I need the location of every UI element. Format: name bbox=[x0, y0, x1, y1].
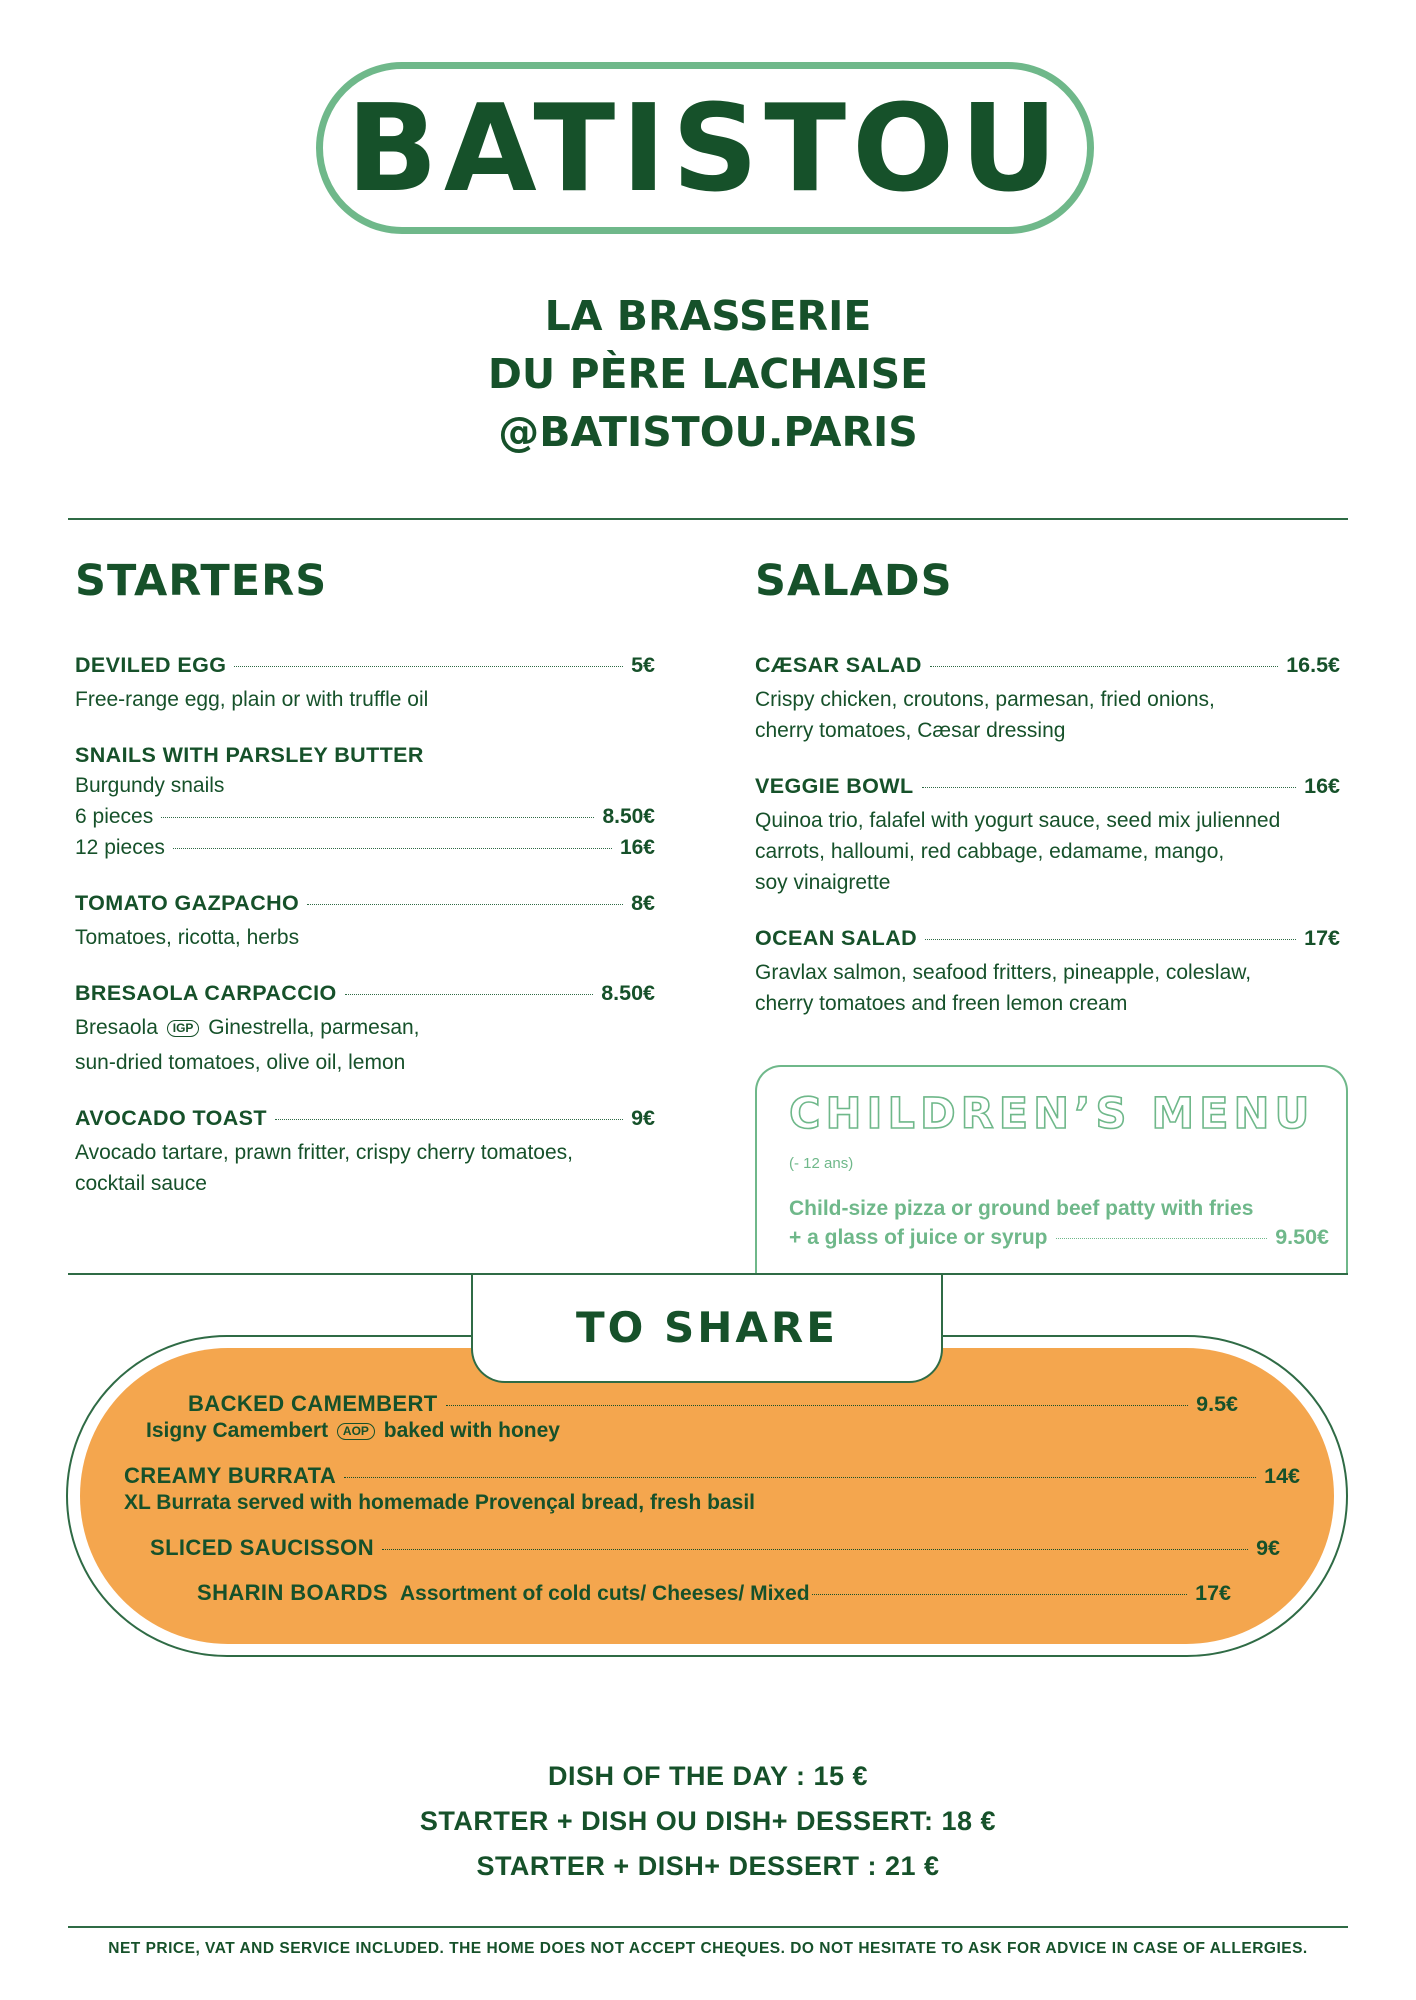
dot-leader bbox=[925, 939, 1296, 940]
item-desc bbox=[75, 1012, 655, 1043]
childrens-menu-price: 9.50€ bbox=[1275, 1225, 1329, 1249]
igp-badge: IGP bbox=[167, 1020, 200, 1037]
item-desc: Tomatoes, ricotta, herbs bbox=[75, 926, 300, 949]
dot-leader bbox=[930, 666, 1278, 667]
option-label: 12 pieces bbox=[75, 836, 165, 859]
salads-title: SALADS bbox=[755, 556, 953, 606]
dot-leader bbox=[275, 1119, 623, 1120]
item-desc: soy vinaigrette bbox=[755, 871, 891, 894]
dot-leader bbox=[382, 1549, 1248, 1550]
formula-line: DISH OF THE DAY : 15 € bbox=[547, 1761, 869, 1791]
tagline bbox=[0, 287, 1416, 461]
desc-text: Ginestrella, parmesan, bbox=[208, 1016, 420, 1039]
divider bbox=[68, 518, 1348, 520]
item-price: 8.50€ bbox=[601, 981, 655, 1005]
item-desc: cherry tomatoes, Cæsar dressing bbox=[755, 719, 1066, 742]
menu-item bbox=[755, 774, 1340, 898]
salads-section bbox=[755, 556, 1340, 1041]
item-desc: Free-range egg, plain or with truffle oil bbox=[75, 688, 429, 711]
starters-title: STARTERS bbox=[75, 556, 328, 606]
item-name: CÆSAR SALAD bbox=[755, 653, 922, 677]
dot-leader bbox=[446, 1405, 1189, 1406]
item-desc: Avocado tartare, prawn fritter, crispy cherry tomatoes, bbox=[75, 1141, 573, 1164]
item-name: BACKED CAMEMBERT bbox=[188, 1391, 438, 1416]
dot-leader bbox=[161, 817, 594, 818]
desc-text: Isigny Camembert bbox=[146, 1419, 329, 1442]
childrens-menu-age: (- 12 ans) bbox=[789, 1155, 854, 1172]
item-price: 14€ bbox=[1264, 1464, 1300, 1488]
dot-leader bbox=[307, 904, 623, 905]
share-title: TO SHARE bbox=[576, 1303, 838, 1352]
item-desc: cocktail sauce bbox=[75, 1172, 207, 1195]
item-name: VEGGIE BOWL bbox=[755, 774, 914, 798]
item-price: 9.5€ bbox=[1196, 1392, 1238, 1416]
item-price: 16€ bbox=[1304, 774, 1340, 798]
set-menu-formulas bbox=[0, 1754, 1416, 1889]
item-desc: Gravlax salmon, seafood fritters, pineapple, coleslaw, bbox=[755, 961, 1252, 984]
dot-leader bbox=[1056, 1238, 1268, 1239]
item-desc: Quinoa trio, falafel with yogurt sauce, seed mix julienned bbox=[755, 809, 1281, 832]
option-label: 6 pieces bbox=[75, 805, 154, 828]
dot-leader bbox=[345, 994, 594, 995]
childrens-menu-line: Child-size pizza or ground beef patty with fries bbox=[789, 1197, 1254, 1220]
item-price: 17€ bbox=[1195, 1581, 1231, 1605]
item-name: BRESAOLA CARPACCIO bbox=[75, 981, 337, 1005]
share-item bbox=[124, 1463, 1300, 1489]
menu-item bbox=[755, 926, 1340, 1019]
item-price: 5€ bbox=[631, 653, 655, 677]
item-price: 8€ bbox=[631, 891, 655, 915]
item-name: TOMATO GAZPACHO bbox=[75, 891, 300, 915]
item-price: 16.5€ bbox=[1286, 653, 1340, 677]
item-name: OCEAN SALAD bbox=[755, 926, 918, 950]
formula-line: STARTER + DISH OU DISH+ DESSERT: 18 € bbox=[419, 1806, 997, 1836]
item-name: DEVILED EGG bbox=[75, 653, 227, 677]
item-price: 9€ bbox=[631, 1106, 655, 1130]
tagline-line: DU PÈRE LACHAISE bbox=[487, 350, 929, 398]
share-item bbox=[197, 1580, 1231, 1607]
tagline-line: LA BRASSERIE bbox=[544, 292, 872, 340]
dot-leader bbox=[173, 848, 612, 849]
tagline-line: @BATISTOU.PARIS bbox=[498, 408, 918, 456]
childrens-menu-box bbox=[755, 1065, 1348, 1275]
dot-leader bbox=[812, 1594, 1188, 1595]
menu-item bbox=[75, 653, 655, 715]
childrens-menu-desc bbox=[789, 1194, 1329, 1252]
item-name: SLICED SAUCISSON bbox=[150, 1535, 374, 1560]
item-desc: Burgundy snails bbox=[75, 774, 225, 797]
share-item bbox=[188, 1391, 1238, 1417]
menu-item bbox=[75, 743, 655, 863]
desc-text: Bresaola bbox=[75, 1016, 158, 1039]
menu-item bbox=[75, 981, 655, 1078]
item-price: 17€ bbox=[1304, 926, 1340, 950]
divider bbox=[68, 1926, 1348, 1928]
dot-leader bbox=[234, 666, 623, 667]
share-item bbox=[150, 1535, 1280, 1561]
item-desc: sun-dried tomatoes, olive oil, lemon bbox=[75, 1051, 406, 1074]
childrens-menu-title: CHILDREN’S MENU bbox=[789, 1089, 1315, 1139]
item-desc: cherry tomatoes and freen lemon cream bbox=[755, 992, 1128, 1015]
desc-text: baked with honey bbox=[383, 1419, 560, 1442]
option-price: 16€ bbox=[619, 836, 655, 859]
item-desc: carrots, halloumi, red cabbage, edamame, mango, bbox=[755, 840, 1225, 863]
menu-item bbox=[755, 653, 1340, 746]
option-price: 8.50€ bbox=[602, 805, 655, 828]
starters-section bbox=[75, 556, 655, 1221]
aop-badge: AOP bbox=[337, 1423, 375, 1440]
share-item-desc bbox=[146, 1418, 946, 1444]
share-item-desc: XL Burrata served with homemade Provençal bread, fresh basil bbox=[124, 1491, 756, 1514]
item-price: 9€ bbox=[1256, 1536, 1280, 1560]
formula-line: STARTER + DISH+ DESSERT : 21 € bbox=[476, 1851, 940, 1881]
childrens-menu-line: + a glass of juice or syrup bbox=[789, 1226, 1048, 1249]
dot-leader bbox=[922, 787, 1297, 788]
dot-leader bbox=[344, 1477, 1256, 1478]
item-name: AVOCADO TOAST bbox=[75, 1106, 267, 1130]
menu-item bbox=[75, 1106, 655, 1199]
item-name: CREAMY BURRATA bbox=[124, 1463, 337, 1488]
item-option bbox=[75, 801, 655, 832]
menu-item bbox=[75, 891, 655, 953]
item-name: SHARIN BOARDS bbox=[197, 1580, 388, 1605]
item-desc: Assortment of cold cuts/ Cheeses/ Mixed bbox=[400, 1582, 810, 1605]
logo-text: BATISTOU bbox=[346, 80, 1064, 219]
logo bbox=[316, 62, 1094, 234]
item-name: SNAILS WITH PARSLEY BUTTER bbox=[75, 743, 424, 767]
footer-note: NET PRICE, VAT AND SERVICE INCLUDED. THE HOME DOES NOT ACCEPT CHEQUES. DO NOT HESITATE TO ASK FOR ADVICE IN CASE OF ALLERGIES. bbox=[108, 1940, 1308, 1957]
item-desc: Crispy chicken, croutons, parmesan, fried onions, bbox=[755, 688, 1215, 711]
item-option bbox=[75, 832, 655, 863]
